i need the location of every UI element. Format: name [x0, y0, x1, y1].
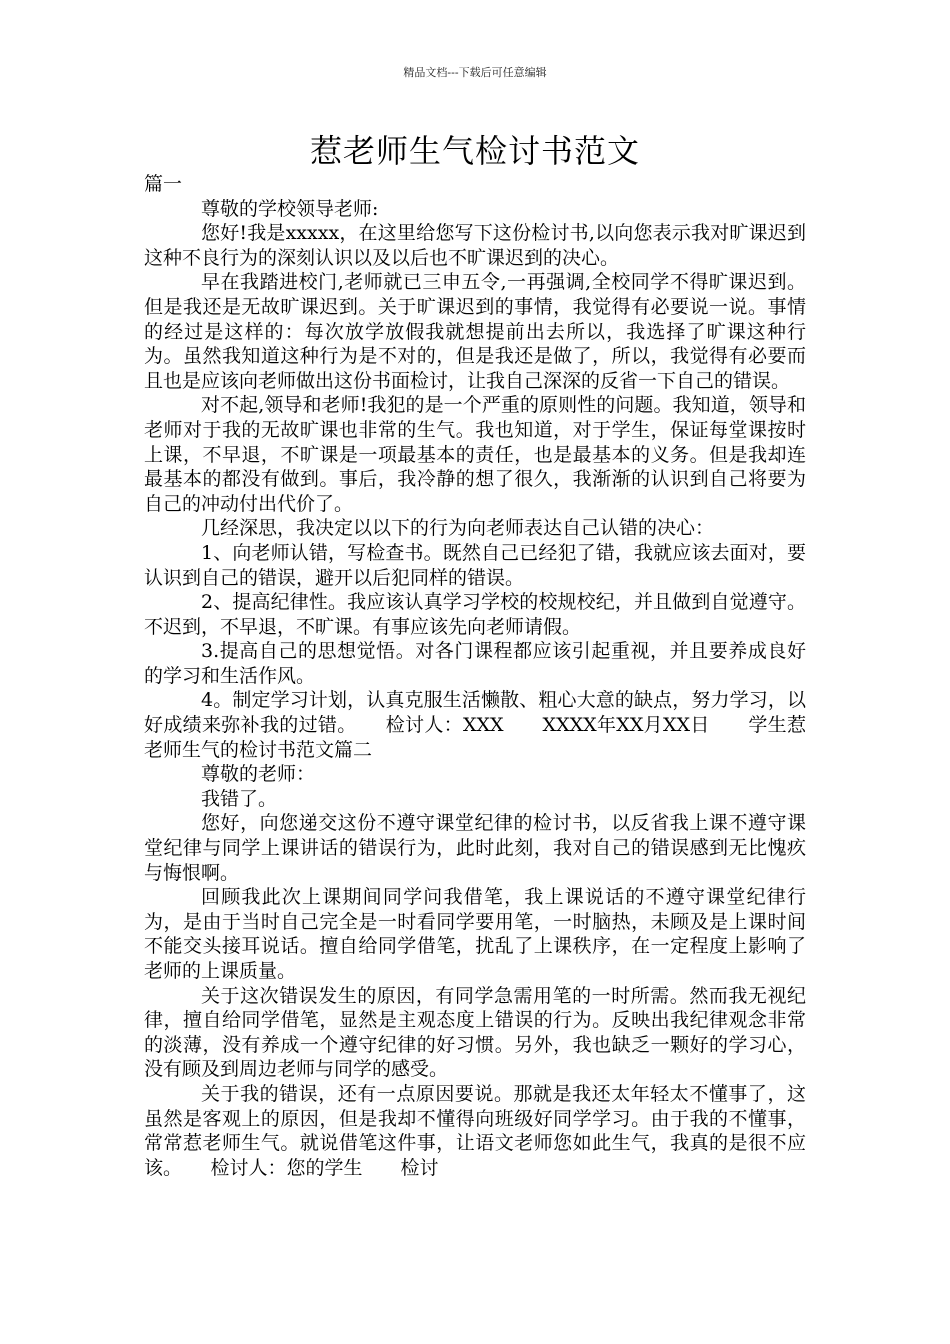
paragraph: 几经深思，我决定以以下的行为向老师表达自己认错的决心： [201, 517, 715, 540]
list-item: 1、向老师认错，写检查书。既然自己已经犯了错，我就应该去面对，要认识到自己的错误，避开以后犯同样的错误。 [144, 541, 806, 589]
paragraph: 早在我踏进校门,老师就已三申五令,一再强调,全校同学不得旷课迟到。但是我还是无故旷课迟到。关于旷课迟到的事情，我觉得有必要说一说。事情的经过是这样的：每次放学放假我就想提前出去所以，我选择了旷课这种行为。虽然我知道这种行为是不对的，但是我还是做了，所以，我觉得有必要而且也是应该向老师做出这份书面检讨，让我自己深深的反省一下自己的错误。 [144, 271, 806, 392]
paragraph: 回顾我此次上课期间同学问我借笔，我上课说话的不遵守课堂纪律行为，是由于当时自己完全是一时看同学要用笔，一时脑热，未顾及是上课时间不能交头接耳说话。擅自给同学借笔，扰乱了上课秩序，在一定程度上影响了老师的上课质量。 [144, 886, 806, 982]
paragraph: 关于我的错误，还有一点原因要说。那就是我还太年轻太不懂事了，这虽然是客观上的原因，但是我却不懂得向班级好同学学习。由于我的不懂事，常常惹老师生气。就说借笔这件事，让语文老师您如此生气，我真的是很不应该。 检讨人：您的学生 检讨 [144, 1082, 806, 1179]
list-item: 3.提高自己的思想觉悟。对各门课程都应该引起重视，并且要养成良好的学习和生活作风。 [144, 640, 806, 687]
page-header: 精品文档---下载后可任意编辑 [403, 66, 547, 79]
paragraph: 您好，向您递交这份不遵守课堂纪律的检讨书，以反省我上课不遵守课堂纪律与同学上课讲话的错误行为，此时此刻，我对自己的错误感到无比愧疚与悔恨啊。 [144, 812, 806, 884]
paragraph: 关于这次错误发生的原因，有同学急需用笔的一时所需。然而我无视纪律，擅自给同学借笔，显然是主观态度上错误的行为。反映出我纪律观念非常的淡薄，没有养成一个遵守纪律的好习惯。另外，我也缺乏一颗好的学习心，没有顾及到周边老师与同学的感受。 [144, 984, 806, 1081]
paragraph: 我错了。 [201, 787, 278, 810]
document-title: 惹老师生气检讨书范文 [309, 132, 640, 170]
list-item: 2、提高纪律性。我应该认真学习学校的校规校纪，并且做到自觉遵守。不迟到，不早退，不旷课。有事应该先向老师请假。 [144, 591, 806, 638]
paragraph: 您好!我是xxxxx，在这里给您写下这份检讨书,以向您表示我对旷课迟到这种不良行为的深刻认识以及以后也不旷课迟到的决心。 [144, 222, 806, 269]
salutation: 尊敬的老师： [201, 763, 316, 786]
section-label: 篇一 [144, 173, 183, 195]
paragraph: 对不起,领导和老师!我犯的是一个严重的原则性的问题。我知道，领导和老师对于我的无故旷课也非常的生气。我也知道，对于学生，保证每堂课按时上课，不早退，不旷课是一项最基本的责任，也是最基本的义务。但是我却连最基本的都没有做到。事后，我冷静的想了很久，我渐渐的认识到自己将要为自己的冲动付出代价了。 [144, 394, 806, 515]
list-item: 4。制定学习计划，认真克服生活懒散、粗心大意的缺点，努力学习，以好成绩来弥补我的过错。 检讨人：XXX XXXX年XX月XX日 学生惹老师生气的检讨书范文篇二 [144, 689, 806, 761]
salutation: 尊敬的学校领导老师: [201, 197, 379, 220]
document-body [144, 172, 806, 1180]
